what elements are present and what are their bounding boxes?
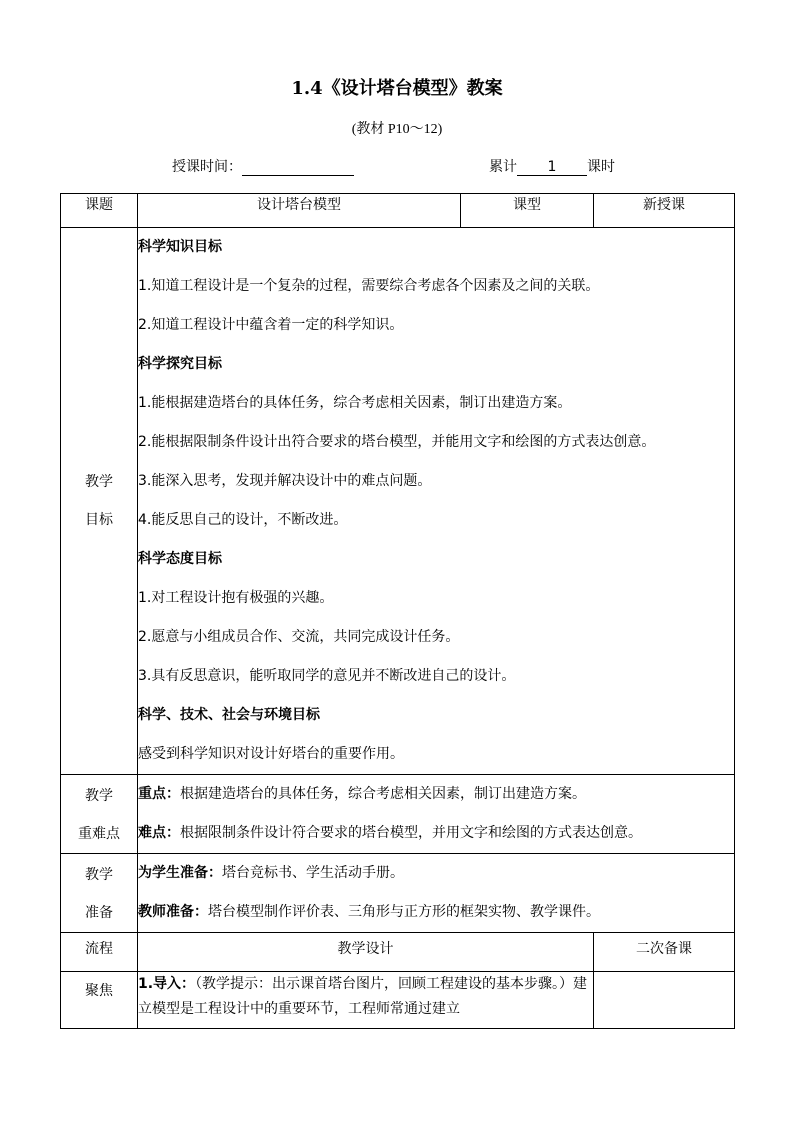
prep-label-cell [61, 854, 138, 933]
list-item: 3.具有反思意识，能听取同学的意见并不断改进自己的设计。 [138, 668, 516, 684]
table-row [61, 854, 735, 933]
student-prep-label: 为学生准备： [138, 865, 222, 881]
list-item: 感受到科学知识对设计好塔台的重要作用。 [138, 746, 404, 762]
prep-label-line2: 准备 [85, 905, 113, 921]
design-label: 教学设计 [138, 933, 594, 972]
intro-content [138, 972, 594, 1029]
intro-label: 1.导入： [138, 976, 196, 992]
table-row [61, 933, 735, 972]
goals-heading-attitude: 科学态度目标 [138, 551, 222, 567]
key-label-line1: 教学 [85, 788, 113, 804]
goals-heading-stse: 科学、技术、社会与环境目标 [138, 707, 320, 723]
goals-label-line1: 教学 [85, 474, 113, 490]
document-title: 1.4《设计塔台模型》教案 [291, 78, 503, 99]
second-prep-cell [594, 972, 735, 1029]
key-content [138, 775, 735, 854]
intro-text: （教学提示：出示课首塔台图片，回顾工程建设的基本步骤。）建立模型是工程设计中的重要环节，工程师常通过建立 [138, 976, 588, 1017]
goals-content [138, 228, 735, 775]
focus-stage-label: 聚焦 [61, 972, 138, 1029]
key-label-line2: 重难点 [78, 826, 120, 842]
table-row [61, 194, 735, 228]
cumulative-label: 累计 [489, 159, 517, 175]
lesson-time-label: 授课时间： [172, 159, 242, 175]
second-prep-label: 二次备课 [594, 933, 735, 972]
table-row [61, 972, 735, 1029]
list-item: 3.能深入思考，发现并解决设计中的难点问题。 [138, 473, 432, 489]
list-item: 2.能根据限制条件设计出符合要求的塔台模型，并能用文字和绘图的方式表达创意。 [138, 434, 656, 450]
lesson-time [172, 156, 354, 176]
goals-label-line2: 目标 [85, 512, 113, 528]
key-label-cell [61, 775, 138, 854]
difficulty-text: 根据限制条件设计符合要求的塔台模型，并用文字和绘图的方式表达创意。 [180, 825, 642, 841]
document-subtitle: (教材 P10～12) [351, 122, 443, 137]
difficulty-label: 难点： [138, 825, 180, 841]
list-item: 4.能反思自己的设计，不断改进。 [138, 512, 348, 528]
focus-text: 根据建造塔台的具体任务，综合考虑相关因素，制订出建造方案。 [180, 786, 586, 802]
list-item: 2.愿意与小组成员合作、交流，共同完成设计任务。 [138, 629, 460, 645]
student-prep-text: 塔台竞标书、学生活动手册。 [222, 865, 404, 881]
list-item: 1.对工程设计抱有极强的兴趣。 [138, 590, 334, 606]
topic-value: 设计塔台模型 [138, 194, 461, 228]
lesson-type-label: 课型 [461, 194, 594, 228]
table-row [61, 228, 735, 775]
lesson-plan-table [60, 193, 735, 1029]
goals-heading-inquiry: 科学探究目标 [138, 356, 222, 372]
goals-label-cell [61, 228, 138, 775]
cumulative-unit: 课时 [587, 159, 615, 175]
topic-label: 课题 [61, 194, 138, 228]
cumulative-value: 1 [517, 159, 587, 176]
table-row [61, 775, 735, 854]
goals-heading-knowledge: 科学知识目标 [138, 239, 222, 255]
prep-label-line1: 教学 [85, 867, 113, 883]
teacher-prep-text: 塔台模型制作评价表、三角形与正方形的框架实物、教学课件。 [208, 904, 600, 920]
lesson-time-value [242, 159, 354, 176]
list-item: 1.知道工程设计是一个复杂的过程，需要综合考虑各个因素及之间的关联。 [138, 278, 600, 294]
list-item: 1.能根据建造塔台的具体任务，综合考虑相关因素，制订出建造方案。 [138, 395, 572, 411]
lesson-type-value: 新授课 [594, 194, 735, 228]
cumulative-periods [489, 156, 615, 176]
prep-content [138, 854, 735, 933]
teacher-prep-label: 教师准备： [138, 904, 208, 920]
focus-label: 重点： [138, 786, 180, 802]
list-item: 2.知道工程设计中蕴含着一定的科学知识。 [138, 317, 404, 333]
flow-label: 流程 [61, 933, 138, 972]
